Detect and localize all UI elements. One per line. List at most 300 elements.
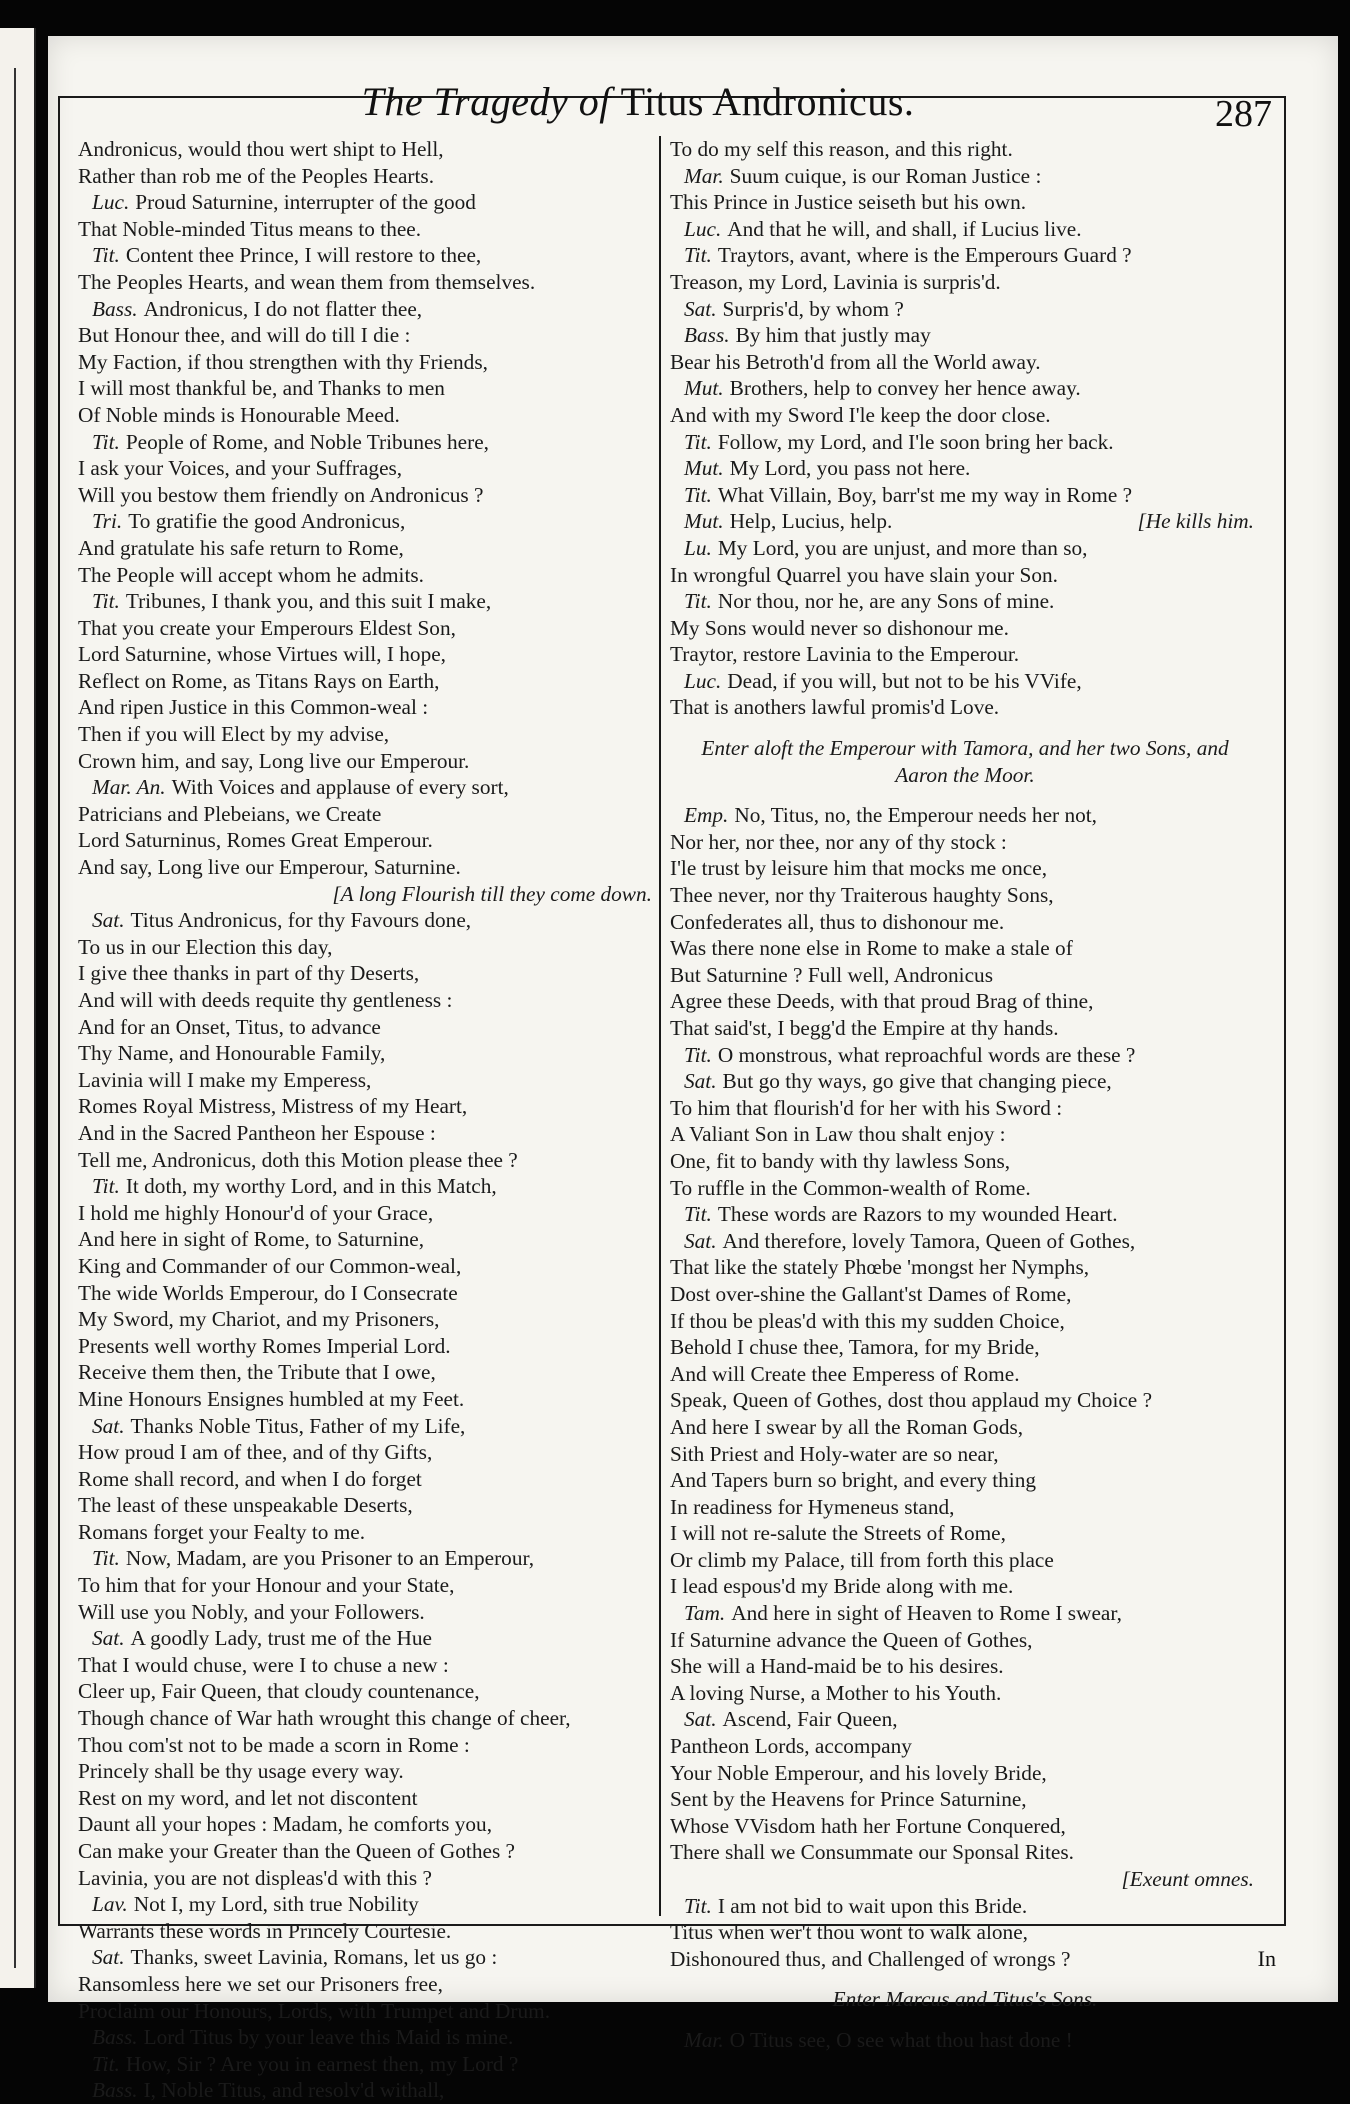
verse-line	[78, 801, 658, 828]
line-text: Content thee Prince, I will restore to thee,	[125, 243, 482, 268]
verse-line	[670, 1228, 1260, 1255]
speaker-prefix: Mut.	[684, 376, 724, 401]
line-text: That is anothers lawful promis'd Love.	[670, 695, 1000, 720]
verse-line	[78, 960, 658, 987]
line-text: My Sword, my Chariot, and my Prisoners,	[78, 1307, 440, 1332]
line-text: Speak, Queen of Gothes, dost thou applaud my Choice ?	[670, 1388, 1153, 1413]
line-text: Mine Honours Ensignes humbled at my Feet.	[78, 1386, 465, 1411]
verse-line	[670, 1254, 1260, 1281]
verse-line	[78, 1226, 658, 1253]
previous-page-edge	[0, 28, 36, 1988]
line-text: Ransomless here we set our Prisoners free,	[78, 1971, 443, 1996]
line-text: I, Noble Titus, and resolv'd withall,	[143, 2078, 445, 2103]
verse-line	[78, 1944, 658, 1971]
previous-page-rule	[14, 68, 16, 1968]
verse-line	[670, 1946, 1260, 1973]
verse-line	[670, 882, 1260, 909]
line-text: Of Noble minds is Honourable Meed.	[78, 402, 400, 427]
verse-line	[670, 909, 1260, 936]
verse-line	[670, 1520, 1260, 1547]
speaker-prefix: Sat.	[92, 1626, 125, 1651]
verse-line	[78, 907, 658, 934]
line-text: Pantheon Lords, accompany	[670, 1734, 912, 1759]
line-text: If Saturnine advance the Queen of Gothes,	[670, 1627, 1033, 1652]
line-text: Tell me, Andronicus, doth this Motion please thee ?	[78, 1147, 518, 1172]
verse-line	[670, 1148, 1260, 1175]
line-text: I ask your Voices, and your Suffrages,	[78, 456, 403, 481]
line-text: King and Commander of our Common-weal,	[78, 1253, 462, 1278]
line-gap	[670, 721, 1260, 735]
line-text: I lead espous'd my Bride along with me.	[670, 1574, 1014, 1599]
line-text: Traytors, avant, where is the Emperours Guard ?	[717, 243, 1132, 268]
line-text: Though chance of War hath wrought this change of cheer,	[78, 1706, 571, 1731]
line-text: No, Titus, no, the Emperour needs her not,	[734, 803, 1097, 828]
line-text: I am not bid to wait upon this Bride.	[717, 1893, 1028, 1918]
line-text: And that he will, and shall, if Lucius live.	[727, 216, 1082, 241]
verse-line	[78, 1971, 658, 1998]
line-text: Will you bestow them friendly on Andronicus ?	[78, 482, 484, 507]
speaker-prefix: Mut.	[684, 509, 724, 534]
verse-line	[78, 1785, 658, 1812]
verse-line	[78, 535, 658, 562]
verse-line	[670, 615, 1260, 642]
line-text: It doth, my worthy Lord, and in this Match,	[125, 1174, 497, 1199]
speaker-prefix: Luc.	[92, 190, 130, 215]
verse-line	[670, 988, 1260, 1015]
verse-line	[78, 881, 658, 908]
line-text: Romans forget your Fealty to me.	[78, 1519, 366, 1544]
speaker-prefix: Tit.	[684, 243, 712, 268]
verse-line	[78, 1120, 658, 1147]
verse-line	[78, 1572, 658, 1599]
verse-line	[78, 296, 658, 323]
verse-line	[78, 508, 658, 535]
book-page	[48, 36, 1338, 2103]
line-text: Rather than rob me of the Peoples Hearts.	[78, 163, 435, 188]
line-text: But Saturnine ? Full well, Andronicus	[670, 962, 993, 987]
verse-line	[670, 1201, 1260, 1228]
line-text: Now, Madam, are you Prisoner to an Emperour,	[125, 1546, 535, 1571]
line-text: Or climb my Palace, till from forth this place	[670, 1547, 1054, 1572]
line-text: Lavinia will I make my Emperess,	[78, 1067, 372, 1092]
line-text: But go thy ways, go give that changing piece,	[722, 1069, 1112, 1094]
line-text: The wide Worlds Emperour, do I Consecrate	[78, 1280, 458, 1305]
line-text: O Titus see, O see what thou hast done !	[729, 2027, 1073, 2052]
verse-line	[78, 987, 658, 1014]
verse-line	[670, 189, 1260, 216]
speaker-prefix: Sat.	[684, 1069, 717, 1094]
verse-line	[78, 668, 658, 695]
line-text: In readiness for Hymeneus stand,	[670, 1494, 955, 1519]
line-text: Cleer up, Fair Queen, that cloudy countenance,	[78, 1679, 480, 1704]
verse-line	[78, 1865, 658, 1892]
verse-line	[78, 1678, 658, 1705]
stage-direction-entrance: Aaron the Moor.	[895, 762, 1035, 787]
line-text: Can make your Greater than the Queen of Gothes ?	[78, 1839, 516, 1863]
line-text: Ascend, Fair Queen,	[722, 1707, 898, 1732]
verse-line	[670, 375, 1260, 402]
line-text: And Tapers burn so bright, and every thing	[670, 1468, 1037, 1493]
verse-line	[78, 934, 658, 961]
line-text: That Noble-minded Titus means to thee.	[78, 216, 422, 241]
speaker-prefix: Tit.	[92, 243, 120, 268]
verse-line	[78, 455, 658, 482]
verse-line	[78, 1280, 658, 1307]
verse-line	[670, 535, 1260, 562]
line-text: Rest on my word, and let not discontent	[78, 1785, 418, 1810]
speaker-prefix: Sat.	[92, 908, 125, 933]
verse-line	[670, 935, 1260, 962]
verse-line	[78, 1891, 658, 1918]
line-text: She will a Hand-maid be to his desires.	[670, 1654, 1004, 1679]
speaker-prefix: Tit.	[684, 1042, 712, 1067]
line-text: A loving Nurse, a Mother to his Youth.	[670, 1680, 1002, 1705]
line-text: By him that justly may	[735, 323, 931, 348]
verse-line	[78, 1466, 658, 1493]
speaker-prefix: Bass.	[92, 2078, 138, 2103]
verse-line	[670, 1414, 1260, 1441]
verse-line	[78, 748, 658, 775]
line-text: And here I swear by all the Roman Gods,	[670, 1414, 1024, 1439]
verse-line	[670, 1068, 1260, 1095]
speaker-prefix: Mar. An.	[92, 775, 166, 800]
line-text: I will not re-salute the Streets of Rome,	[670, 1521, 1006, 1546]
line-text: My Sons would never so dishonour me.	[670, 615, 1009, 640]
verse-line	[78, 2051, 658, 2078]
verse-line	[670, 1893, 1260, 1920]
verse-line	[670, 1334, 1260, 1361]
line-text: I hold me highly Honour'd of your Grace,	[78, 1200, 434, 1225]
verse-line	[78, 1599, 658, 1626]
line-text: And will with deeds requite thy gentleness :	[78, 988, 453, 1012]
line-text: Help, Lucius, help.	[729, 509, 893, 534]
verse-line	[78, 1173, 658, 1200]
speaker-prefix: Mut.	[684, 456, 724, 481]
verse-line	[78, 1093, 658, 1120]
stage-direction: [A long Flourish till they come down.	[332, 881, 652, 906]
line-text: To him that flourish'd for her with his Sword :	[670, 1095, 1063, 1120]
verse-line	[78, 1758, 658, 1785]
verse-line	[78, 269, 658, 296]
speaker-prefix: Bass.	[92, 296, 138, 321]
speaker-prefix: Tit.	[684, 1893, 712, 1918]
verse-line	[670, 1866, 1260, 1893]
line-text: Thou com'st not to be made a scorn in Rome :	[78, 1732, 470, 1757]
verse-line	[78, 2024, 658, 2051]
line-text: And here in sight of Heaven to Rome I swear,	[731, 1601, 1122, 1626]
line-text: To us in our Election this day,	[78, 934, 333, 959]
verse-line	[670, 269, 1260, 296]
line-text: Treason, my Lord, Lavinia is surpris'd.	[670, 269, 1001, 294]
verse-line	[78, 1545, 658, 1572]
stage-direction-entrance: Enter Marcus and Titus's Sons.	[832, 1987, 1098, 2012]
verse-line	[670, 1733, 1260, 1760]
speaker-prefix: Tit.	[684, 589, 712, 614]
verse-line	[78, 1519, 658, 1546]
line-text: These words are Razors to my wounded Heart.	[717, 1202, 1118, 1227]
verse-line	[670, 322, 1260, 349]
verse-line	[78, 1439, 658, 1466]
speaker-prefix: Tit.	[92, 589, 120, 614]
line-text: This Prince in Justice seiseth but his own.	[670, 190, 1027, 215]
line-text: The Peoples Hearts, and wean them from themselves.	[78, 269, 536, 294]
line-text: To do my self this reason, and this right.	[670, 137, 1013, 161]
verse-line	[78, 402, 658, 429]
line-text: I'le trust by leisure him that mocks me once,	[670, 856, 1048, 881]
line-text: That you create your Emperours Eldest Son,	[78, 615, 456, 640]
verse-line	[78, 1386, 658, 1413]
verse-line	[78, 641, 658, 668]
speaker-prefix: Tam.	[684, 1601, 726, 1626]
line-text: With Voices and applause of every sort,	[171, 775, 509, 800]
line-text: My Lord, you are unjust, and more than so,	[717, 535, 1088, 560]
line-text: Confederates all, thus to dishonour me.	[670, 909, 1005, 934]
verse-line	[78, 1625, 658, 1652]
speaker-prefix: Tit.	[92, 429, 120, 454]
verse-line	[78, 1147, 658, 1174]
verse-line	[78, 375, 658, 402]
line-text: And ripen Justice in this Common-weal :	[78, 695, 429, 720]
line-text: Titus Andronicus, for thy Favours done,	[130, 908, 472, 933]
line-text: Your Noble Emperour, and his lovely Bride,	[670, 1760, 1047, 1785]
line-text: Dead, if you will, but not to be his VVife,	[727, 668, 1082, 693]
verse-line	[670, 402, 1260, 429]
stage-direction: [Exeunt omnes.	[1121, 1867, 1254, 1891]
line-text: Proclaim our Honours, Lords, with Trumpet and Drum.	[78, 1998, 551, 2023]
line-text: And therefore, lovely Tamora, Queen of Gothes,	[722, 1228, 1136, 1253]
line-text: There shall we Consummate our Sponsal Rites.	[670, 1840, 1074, 1865]
verse-line	[78, 1838, 658, 1865]
running-head-italic: The Tragedy of	[361, 79, 611, 124]
line-text: And for an Onset, Titus, to advance	[78, 1014, 381, 1039]
speaker-prefix: Mar.	[684, 2027, 724, 2052]
verse-line	[78, 854, 658, 881]
verse-line	[670, 802, 1260, 829]
line-text: A Valiant Son in Law thou shalt enjoy :	[670, 1122, 1006, 1147]
verse-line	[78, 1413, 658, 1440]
line-text: To ruffle in the Common-wealth of Rome.	[670, 1175, 1031, 1200]
line-text: Traytor, restore Lavinia to the Emperour.	[670, 642, 1020, 667]
verse-line	[670, 1706, 1260, 1733]
verse-line	[670, 1839, 1260, 1866]
line-text: Lavinia, you are not displeas'd with this ?	[78, 1865, 432, 1890]
verse-line	[78, 482, 658, 509]
verse-line	[670, 1095, 1260, 1122]
verse-line	[78, 242, 658, 269]
verse-line	[78, 1652, 658, 1679]
verse-line	[670, 429, 1260, 456]
line-text: That like the stately Phœbe 'mongst her Nymphs,	[670, 1255, 1090, 1280]
verse-line	[670, 163, 1260, 190]
verse-line	[78, 163, 658, 190]
verse-line	[670, 1600, 1260, 1627]
verse-line	[78, 1014, 658, 1041]
verse-line	[670, 1813, 1260, 1840]
verse-line	[670, 1281, 1260, 1308]
line-text: And in the Sacred Pantheon her Espouse :	[78, 1120, 436, 1145]
line-text: Sith Priest and Holy-water are so near,	[670, 1441, 999, 1466]
line-text: Nor her, nor thee, nor any of thy stock :	[670, 829, 1007, 854]
line-text: Whose VVisdom hath her Fortune Conquered,	[670, 1813, 1066, 1838]
speaker-prefix: Tit.	[92, 1174, 120, 1199]
verse-line	[670, 855, 1260, 882]
line-text: Agree these Deeds, with that proud Brag of thine,	[670, 989, 1094, 1014]
verse-line	[670, 1361, 1260, 1388]
speaker-prefix: Sat.	[92, 1945, 125, 1970]
line-text: And here in sight of Rome, to Saturnine,	[78, 1227, 425, 1252]
verse-line	[78, 189, 658, 216]
line-text: Sent by the Heavens for Prince Saturnine,	[670, 1787, 1027, 1812]
verse-line	[78, 1200, 658, 1227]
verse-line	[670, 1573, 1260, 1600]
stage-direction-entrance: Enter aloft the Emperour with Tamora, and her two Sons, and	[701, 736, 1229, 761]
verse-line	[78, 136, 658, 163]
verse-line	[670, 1042, 1260, 1069]
speaker-prefix: Sat.	[684, 1228, 717, 1253]
verse-line	[670, 216, 1260, 243]
verse-line	[670, 1387, 1260, 1414]
line-text: Surpris'd, by whom ?	[722, 296, 904, 321]
line-text: Lord Saturnine, whose Virtues will, I hope,	[78, 642, 447, 667]
verse-line	[78, 1705, 658, 1732]
line-text: Proud Saturnine, interrupter of the good	[135, 190, 476, 215]
line-text: Andronicus, I do not flatter thee,	[143, 296, 423, 321]
speaker-prefix: Tit.	[684, 482, 712, 507]
speaker-prefix: Sat.	[684, 296, 717, 321]
verse-line	[78, 1253, 658, 1280]
verse-line	[670, 1680, 1260, 1707]
verse-line	[670, 641, 1260, 668]
verse-line	[670, 1919, 1260, 1946]
line-text: People of Rome, and Noble Tribunes here,	[125, 429, 490, 454]
speaker-prefix: Sat.	[684, 1707, 717, 1732]
line-text: Reflect on Rome, as Titans Rays on Earth,	[78, 668, 440, 693]
line-gap	[670, 788, 1260, 802]
line-text: My Faction, if thou strengthen with thy Friends,	[78, 349, 488, 374]
line-gap	[670, 1972, 1260, 1986]
verse-line	[78, 562, 658, 589]
line-text: Thanks Noble Titus, Father of my Life,	[130, 1413, 466, 1438]
verse-line	[78, 322, 658, 349]
line-text: Tribunes, I thank you, and this suit I make,	[125, 589, 492, 614]
line-text: Princely shall be thy usage every way.	[78, 1759, 404, 1784]
line-text: That I would chuse, were I to chuse a new :	[78, 1652, 449, 1677]
running-head-title: Titus Andronicus.	[620, 79, 915, 124]
line-text: Lord Saturninus, Romes Great Emperour.	[78, 828, 433, 853]
line-text: Crown him, and say, Long live our Emperour.	[78, 748, 470, 773]
speaker-prefix: Emp.	[684, 803, 729, 828]
verse-line	[78, 1492, 658, 1519]
speaker-prefix: Tit.	[684, 429, 712, 454]
page-number: 287	[1215, 93, 1272, 135]
verse-line	[670, 349, 1260, 376]
line-text: Titus when wer't thou wont to walk alone,	[670, 1920, 1028, 1945]
catchword: In	[1257, 1946, 1276, 1971]
column-divider	[659, 136, 661, 1916]
verse-line	[670, 508, 1260, 535]
line-text: The People will accept whom he admits.	[78, 562, 424, 587]
speaker-prefix: Tit.	[92, 1546, 120, 1571]
verse-line	[670, 1175, 1260, 1202]
line-text: Nor thou, nor he, are any Sons of mine.	[717, 589, 1055, 614]
verse-line	[78, 774, 658, 801]
left-column	[78, 136, 658, 2103]
verse-line	[670, 1653, 1260, 1680]
speaker-prefix: Tit.	[92, 2051, 120, 2076]
line-text: Daunt all your hopes : Madam, he comforts you,	[78, 1812, 493, 1837]
line-text: And gratulate his safe return to Rome,	[78, 535, 404, 560]
line-text: Brothers, help to convey her hence away.	[729, 376, 1081, 401]
line-text: Thanks, sweet Lavinia, Romans, let us go :	[130, 1945, 498, 1970]
verse-line	[670, 1760, 1260, 1787]
line-text: Warrants these words in Princely Courtesie.	[78, 1918, 452, 1943]
verse-line	[78, 588, 658, 615]
speaker-prefix: Bass.	[684, 323, 730, 348]
right-column	[670, 136, 1260, 2052]
line-text: To gratifie the good Andronicus,	[128, 509, 406, 534]
line-text: In wrongful Quarrel you have slain your Son.	[670, 562, 1058, 587]
verse-line	[78, 694, 658, 721]
verse-line	[670, 455, 1260, 482]
verse-line	[670, 2027, 1260, 2054]
speaker-prefix: Lu.	[684, 535, 712, 560]
verse-line	[670, 242, 1260, 269]
verse-line	[670, 1467, 1260, 1494]
verse-line	[670, 1308, 1260, 1335]
verse-line	[78, 827, 658, 854]
line-text: Behold I chuse thee, Tamora, for my Bride,	[670, 1335, 1040, 1360]
verse-line	[78, 721, 658, 748]
verse-line	[78, 429, 658, 456]
line-text: Rome shall record, and when I do forget	[78, 1466, 422, 1491]
verse-line	[78, 1918, 658, 1945]
verse-line	[670, 694, 1260, 721]
line-gap	[670, 2013, 1260, 2027]
line-text: Not I, my Lord, sith true Nobility	[133, 1892, 419, 1917]
line-text: Suum cuique, is our Roman Justice :	[729, 163, 1042, 188]
running-head	[48, 78, 1228, 125]
line-text: But Honour thee, and will do till I die :	[78, 323, 411, 348]
verse-line	[670, 1015, 1260, 1042]
line-text: Patricians and Plebeians, we Create	[78, 801, 382, 826]
verse-line	[670, 482, 1260, 509]
line-text: Then if you will Elect by my advise,	[78, 722, 390, 747]
line-text: I give thee thanks in part of thy Deserts,	[78, 961, 420, 986]
verse-line	[670, 296, 1260, 323]
verse-line	[78, 1040, 658, 1067]
verse-line	[670, 136, 1260, 163]
verse-line	[670, 1494, 1260, 1521]
line-text: I will most thankful be, and Thanks to men	[78, 376, 445, 401]
line-text: How, Sir ? Are you in earnest then, my Lord ?	[125, 2051, 519, 2076]
verse-line	[78, 2077, 658, 2104]
line-text: What Villain, Boy, barr'st me my way in Rome ?	[717, 482, 1133, 507]
speaker-prefix: Bass.	[92, 2025, 138, 2050]
line-text: The least of these unspeakable Deserts,	[78, 1493, 413, 1518]
speaker-prefix: Lav.	[92, 1892, 128, 1917]
verse-line	[670, 1121, 1260, 1148]
verse-line	[78, 1359, 658, 1386]
line-text: Follow, my Lord, and I'le soon bring her back.	[717, 429, 1114, 454]
line-text: If thou be pleas'd with this my sudden Choice,	[670, 1308, 1065, 1333]
speaker-prefix: Tri.	[92, 509, 123, 534]
line-text: Was there none else in Rome to make a stale of	[670, 936, 1073, 961]
line-text: O monstrous, what reproachful words are these ?	[717, 1042, 1136, 1067]
verse-line	[78, 1998, 658, 2025]
verse-line	[78, 1732, 658, 1759]
verse-line	[670, 1441, 1260, 1468]
line-text: Receive them then, the Tribute that I owe,	[78, 1360, 436, 1385]
